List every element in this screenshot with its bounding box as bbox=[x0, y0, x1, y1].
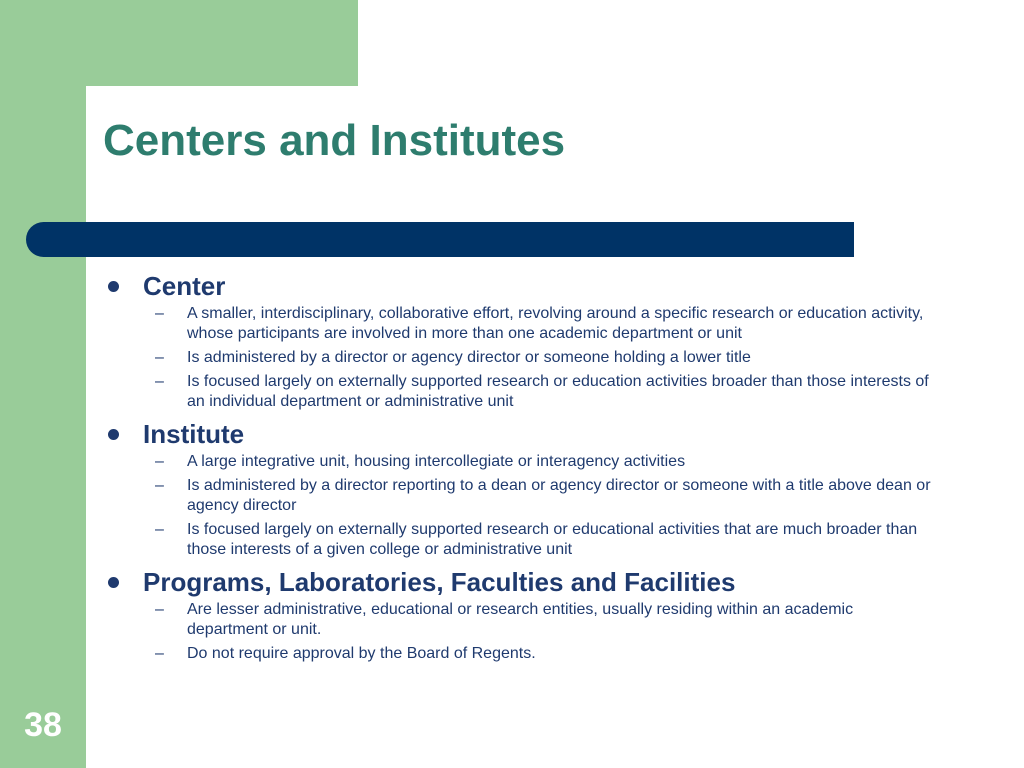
section-title: Programs, Laboratories, Faculties and Facilities bbox=[143, 566, 736, 597]
dash-icon: – bbox=[155, 601, 164, 618]
list-item-text: Do not require approval by the Board of Regents. bbox=[187, 645, 536, 662]
dash-icon: – bbox=[155, 305, 164, 322]
bullet-icon bbox=[108, 281, 119, 292]
section-center bbox=[104, 268, 944, 412]
section-institute bbox=[104, 416, 944, 560]
slide-title: Centers and Institutes bbox=[103, 116, 566, 165]
list-item bbox=[104, 304, 944, 344]
list-item bbox=[104, 372, 944, 412]
section-heading bbox=[104, 564, 944, 600]
slide-number: 38 bbox=[24, 706, 62, 744]
list-item-text: Is administered by a director or agency director or someone holding a lower title bbox=[187, 349, 751, 366]
list-item-text: Is focused largely on externally supported research or educational activities that are much broader than those interests of a given college or administrative unit bbox=[187, 521, 918, 558]
section-title: Institute bbox=[143, 418, 245, 449]
list-item bbox=[104, 644, 944, 664]
title-divider-bar bbox=[26, 222, 854, 257]
dash-icon: – bbox=[155, 349, 164, 366]
dash-icon: – bbox=[155, 453, 164, 470]
dash-icon: – bbox=[155, 645, 164, 662]
section-title: Center bbox=[143, 270, 226, 301]
list-item-text: Is focused largely on externally supported research or education activities broader than those interests of an individual department or administrative unit bbox=[187, 373, 929, 410]
dash-icon: – bbox=[155, 477, 164, 494]
list-item-text: Are lesser administrative, educational or research entities, usually residing within an academic department or unit. bbox=[187, 601, 854, 638]
list-item-text: Is administered by a director reporting to a dean or agency director or someone with a title above dean or agency director bbox=[187, 477, 931, 514]
slide-content bbox=[104, 268, 944, 668]
section-programs bbox=[104, 564, 944, 664]
left-green-frame bbox=[0, 0, 86, 768]
section-heading bbox=[104, 268, 944, 304]
section-heading bbox=[104, 416, 944, 452]
list-item bbox=[104, 476, 944, 516]
dash-icon: – bbox=[155, 521, 164, 538]
list-item-text: A large integrative unit, housing intercollegiate or interagency activities bbox=[187, 453, 686, 470]
sub-bullet-list bbox=[104, 452, 944, 560]
bullet-icon bbox=[108, 429, 119, 440]
list-item-text: A smaller, interdisciplinary, collaborative effort, revolving around a specific research or education activity, whose participants are involved in more than one academic department or unit bbox=[187, 305, 924, 342]
list-item bbox=[104, 600, 944, 640]
list-item bbox=[104, 520, 944, 560]
bullet-icon bbox=[108, 577, 119, 588]
list-item bbox=[104, 452, 944, 472]
sub-bullet-list bbox=[104, 600, 944, 664]
sub-bullet-list bbox=[104, 304, 944, 412]
top-green-frame bbox=[0, 0, 358, 86]
list-item bbox=[104, 348, 944, 368]
dash-icon: – bbox=[155, 373, 164, 390]
